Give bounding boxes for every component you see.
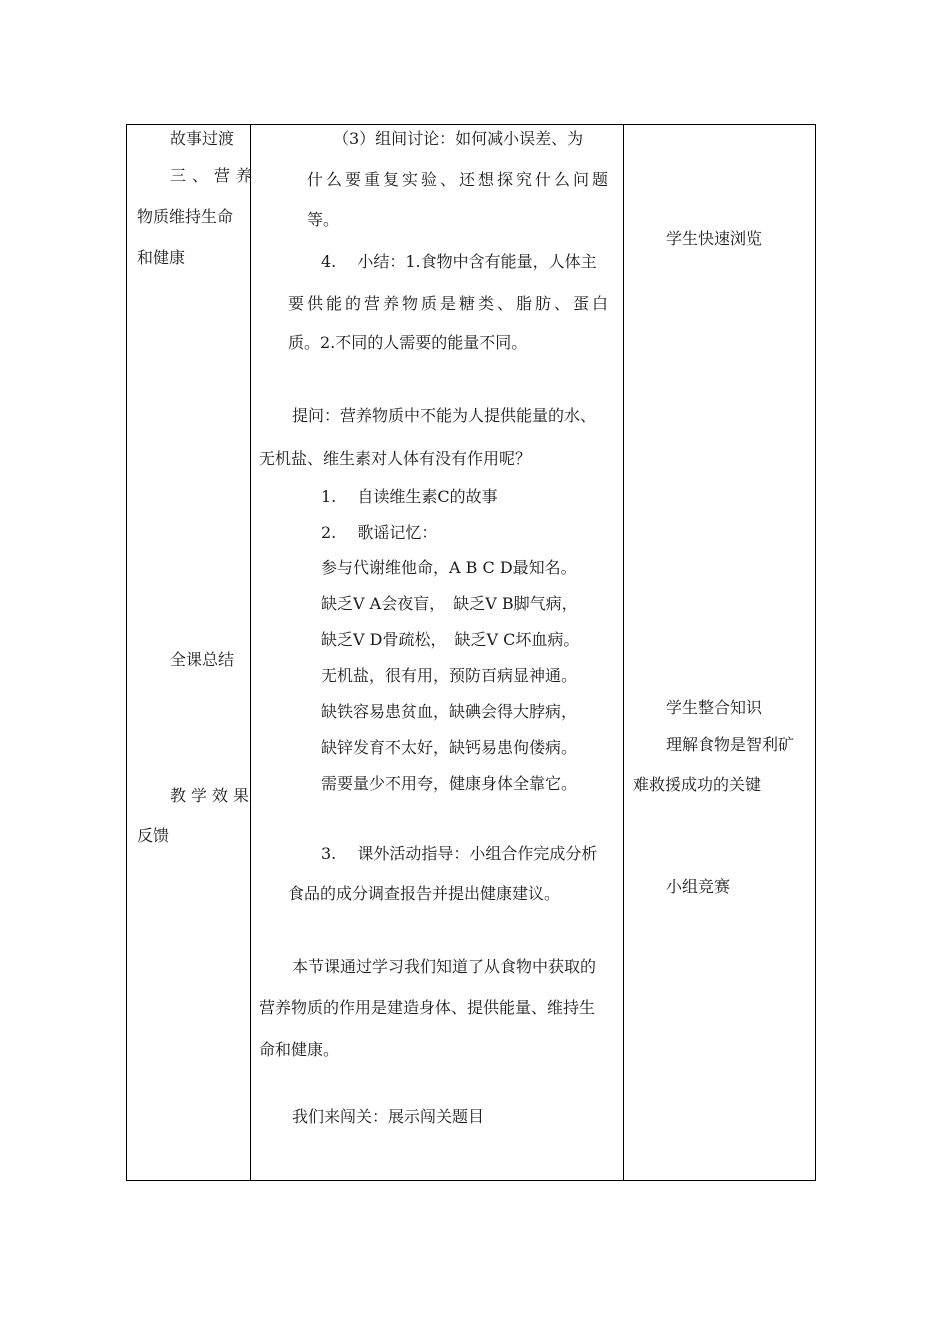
left-text-3: 物质维持生命 bbox=[137, 207, 234, 226]
left-text-7: 反馈 bbox=[137, 826, 170, 845]
left-text-1: 故事过渡 bbox=[170, 129, 235, 148]
middle-text-7: 提问：营养物质中不能为人提供能量的水、 bbox=[292, 406, 597, 425]
column-divider-1 bbox=[250, 125, 251, 1180]
left-text-4: 和健康 bbox=[137, 248, 186, 267]
right-text-4: 难救援成功的关键 bbox=[633, 775, 762, 794]
middle-text-17: 需要量少不用夸，健康身体全靠它。 bbox=[321, 774, 578, 793]
middle-text-4: 4. 小结：1.食物中含有能量，人体主 bbox=[321, 252, 597, 271]
middle-text-22: 命和健康。 bbox=[259, 1040, 340, 1059]
right-text-2: 学生整合知识 bbox=[666, 698, 763, 717]
middle-text-12: 缺乏V A会夜盲， 缺乏V B脚气病， bbox=[321, 594, 578, 613]
middle-text-16: 缺锌发育不太好，缺钙易患佝偻病。 bbox=[321, 738, 578, 757]
column-divider-2 bbox=[623, 125, 624, 1180]
middle-text-9: 1. 自读维生素C的故事 bbox=[321, 487, 498, 506]
middle-text-11: 参与代谢维他命，A B C D最知名。 bbox=[321, 558, 577, 577]
right-text-5: 小组竞赛 bbox=[666, 877, 731, 896]
middle-text-2: 什么要重复实验、还想探究什么问题 bbox=[307, 170, 612, 189]
middle-text-18: 3. 课外活动指导：小组合作完成分析 bbox=[321, 844, 598, 863]
middle-text-21: 营养物质的作用是建造身体、提供能量、维持生 bbox=[259, 998, 596, 1017]
middle-text-15: 缺铁容易患贫血，缺碘会得大脖病， bbox=[321, 702, 578, 721]
middle-text-1: （3）组间讨论：如何减小误差、为 bbox=[333, 129, 584, 148]
middle-text-3: 等。 bbox=[307, 210, 340, 229]
middle-text-19: 食品的成分调查报告并提出健康建议。 bbox=[288, 884, 561, 903]
left-text-6: 教学效果 bbox=[170, 786, 255, 805]
right-text-1: 学生快速浏览 bbox=[666, 229, 763, 248]
middle-text-23: 我们来闯关：展示闯关题目 bbox=[292, 1107, 485, 1126]
right-text-3: 理解食物是智利矿 bbox=[666, 735, 795, 754]
middle-text-20: 本节课通过学习我们知道了从食物中获取的 bbox=[292, 957, 597, 976]
middle-text-10: 2. 歌谣记忆： bbox=[321, 523, 438, 542]
middle-text-5: 要供能的营养物质是糖类、脂肪、蛋白 bbox=[288, 294, 612, 313]
middle-text-13: 缺乏V D骨疏松， 缺乏V C坏血病。 bbox=[321, 630, 580, 649]
middle-text-14: 无机盐，很有用，预防百病显神通。 bbox=[321, 666, 578, 685]
middle-text-6: 质。2.不同的人需要的能量不同。 bbox=[288, 333, 528, 352]
left-text-5: 全课总结 bbox=[170, 650, 235, 669]
left-text-2: 三、营养 bbox=[170, 166, 259, 185]
middle-text-8: 无机盐、维生素对人体有没有作用呢？ bbox=[259, 449, 532, 468]
